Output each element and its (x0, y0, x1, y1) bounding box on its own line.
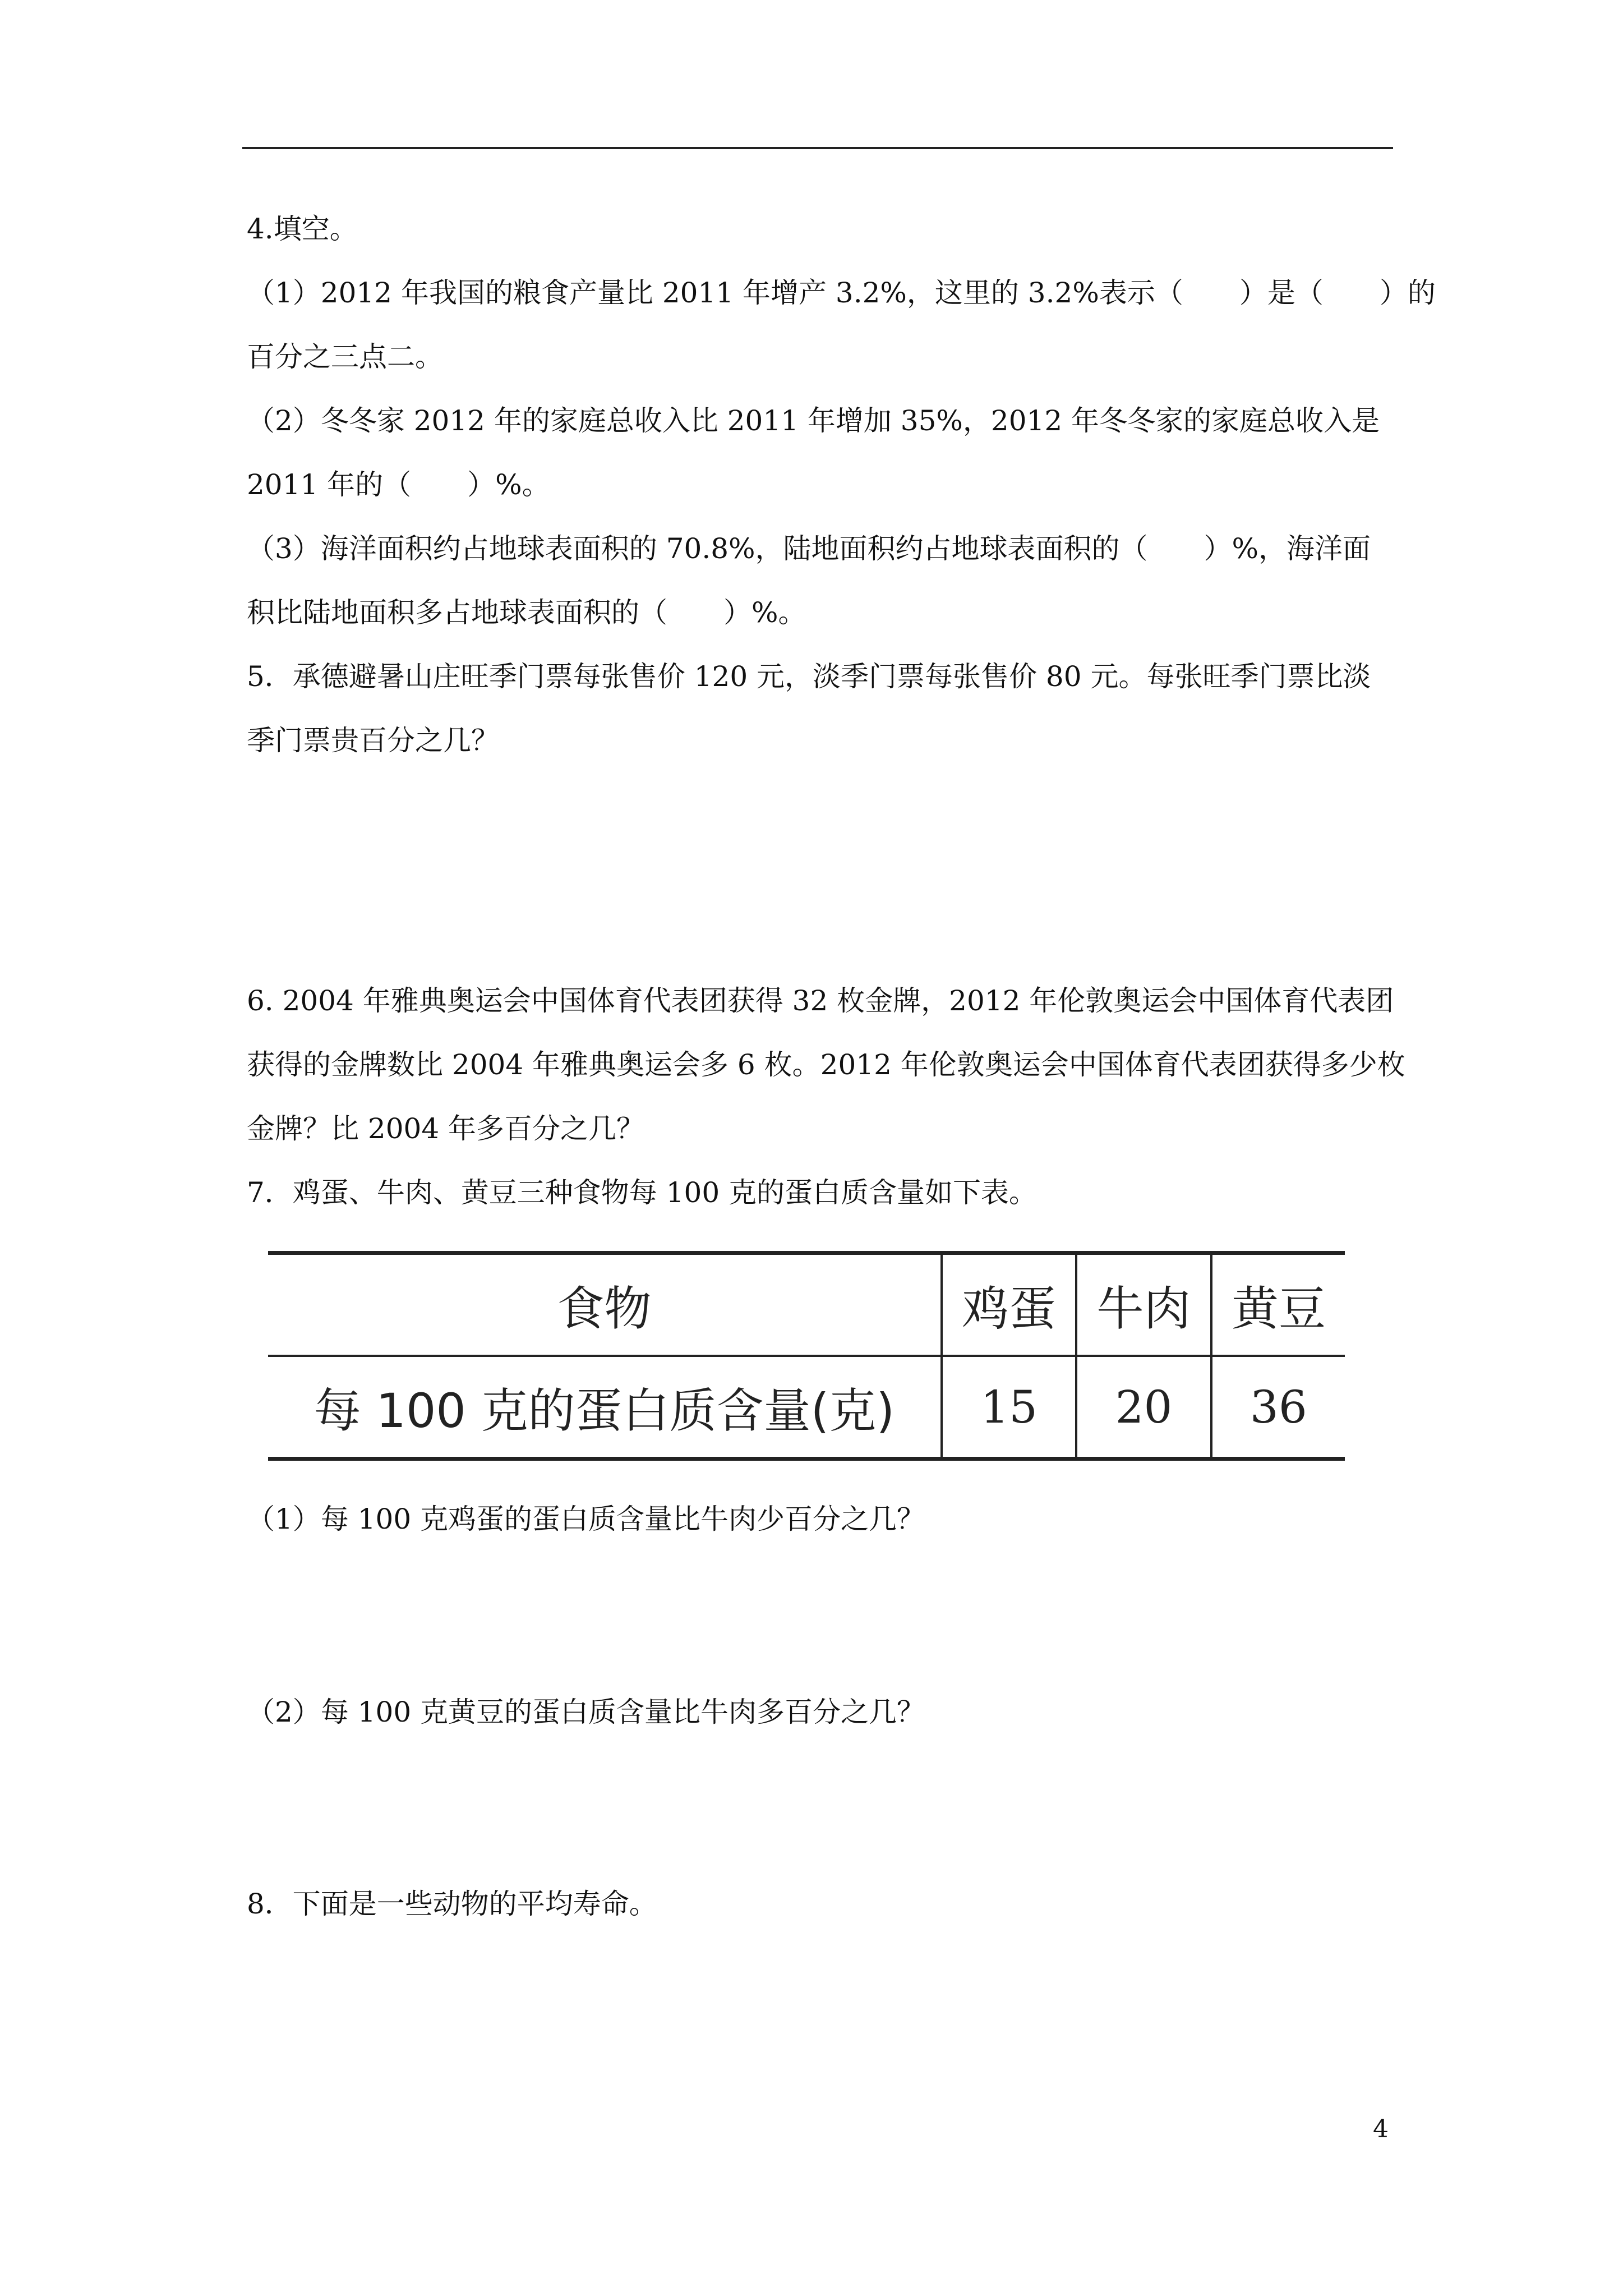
table-header-food: 鸡蛋 (942, 1253, 1076, 1356)
table-header-food: 牛肉 (1076, 1253, 1211, 1356)
table-cell-value: 15 (942, 1356, 1076, 1459)
table-cell-value: 36 (1211, 1356, 1345, 1459)
header-rule (242, 147, 1393, 149)
page-number: 4 (1373, 2115, 1389, 2143)
table-row (268, 1253, 1345, 1356)
q7-sub2: （2）每 100 克黄豆的蛋白质含量比牛肉多百分之几？ (247, 1696, 925, 1728)
q5-line2: 季门票贵百分之几？ (247, 724, 499, 757)
q8-line1: 8．下面是一些动物的平均寿命。 (247, 1888, 657, 1920)
q4-part3-line2: 积比陆地面积多占地球表面积的（ ）%。 (247, 596, 806, 629)
q4-part3-line1: （3）海洋面积约占地球表面积的 70.8%，陆地面积约占地球表面积的（ ）%，海洋面 (247, 532, 1371, 565)
q4-part2-line1: （2）冬冬家 2012 年的家庭总收入比 2011 年增加 35%，2012 年冬冬家的家庭总收入是 (247, 404, 1380, 437)
table-cell-value: 20 (1076, 1356, 1211, 1459)
q4-part1-line1: （1）2012 年我国的粮食产量比 2011 年增产 3.2%，这里的 3.2%表示（ ）是（ ）的 (247, 277, 1436, 309)
table-row (268, 1356, 1345, 1459)
protein-table (268, 1251, 1345, 1461)
q6-line2: 获得的金牌数比 2004 年雅典奥运会多 6 枚。2012 年伦敦奥运会中国体育代表团获得多少枚 (247, 1048, 1405, 1081)
q7-sub1: （1）每 100 克鸡蛋的蛋白质含量比牛肉少百分之几？ (247, 1503, 925, 1535)
q6-line1: 6. 2004 年雅典奥运会中国体育代表团获得 32 枚金牌，2012 年伦敦奥运会中国体育代表团 (247, 984, 1394, 1017)
table-row-label: 每 100 克的蛋白质含量(克) (268, 1356, 942, 1459)
q7-intro: 7．鸡蛋、牛肉、黄豆三种食物每 100 克的蛋白质含量如下表。 (247, 1176, 1038, 1209)
q4-title: 4.填空。 (247, 213, 358, 245)
table-header-label: 食物 (268, 1253, 942, 1356)
q4-part2-line2: 2011 年的（ ）%。 (247, 468, 550, 501)
table-header-food: 黄豆 (1211, 1253, 1345, 1356)
q6-line3: 金牌？比 2004 年多百分之几？ (247, 1112, 645, 1145)
q4-part1-line2: 百分之三点二。 (247, 341, 443, 373)
q5-line1: 5．承德避暑山庄旺季门票每张售价 120 元，淡季门票每张售价 80 元。每张旺季门票比淡 (247, 660, 1371, 693)
